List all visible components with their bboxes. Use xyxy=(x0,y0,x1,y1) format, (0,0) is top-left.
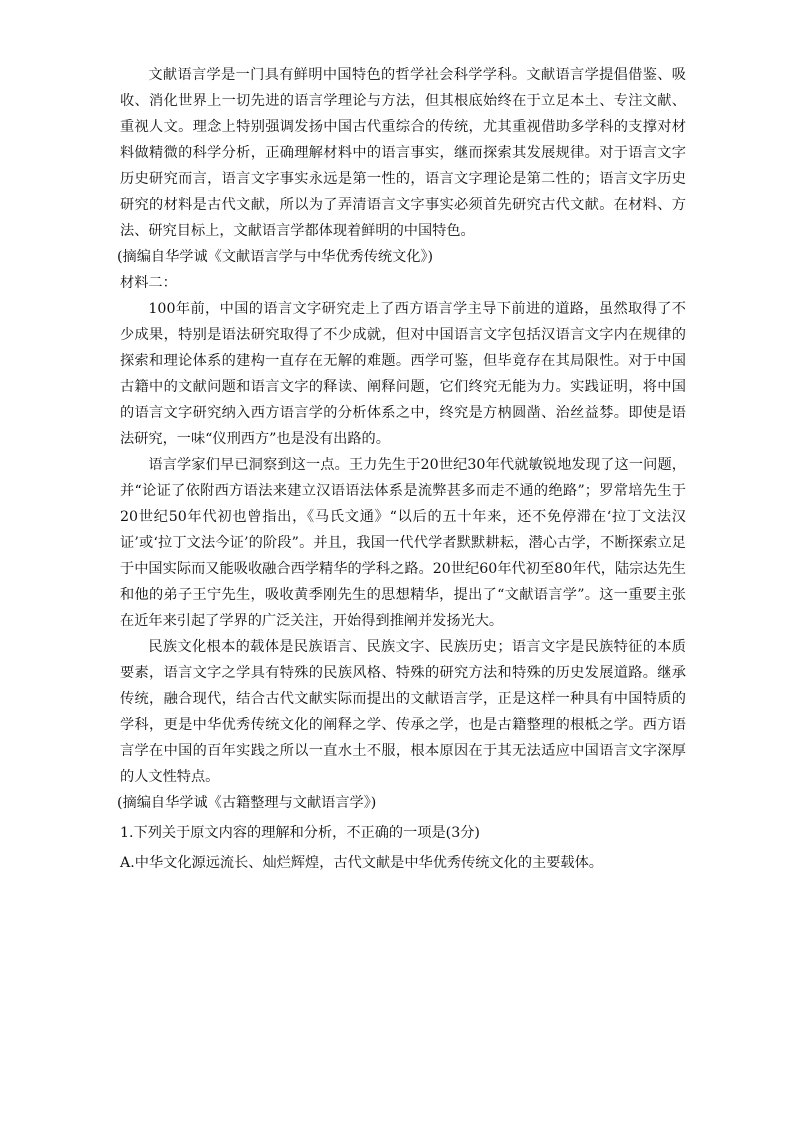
material2-paragraph-2: 语言学家们早已洞察到这一点。王力先生于20世纪30年代就敏锐地发现了这一问题，并“论证了依附西方语法来建立汉语语法体系是流弊甚多而走不通的绝路”；罗常培先生于20世纪50年代初也曾指出，《马氏文通》“以后的五十年来，还不免停滞在‘拉丁文法汉证’或‘拉丁文法今证’的阶段”。并且，我国一代代学者默默耕耘，潜心古学，不断探索立足于中国实际而又能吸收融合西学精华的学科之路。20世纪60年代初至80年代，陆宗达先生和他的弟子王宁先生，吸收黄季刚先生的思想精华，提出了“文献语言学”。这一重要主张在近年来引起了学界的广泛关注，开始得到推阐并发扬光大。 xyxy=(120,457,686,629)
material2-heading: 材料二： xyxy=(120,275,177,291)
material2-paragraph-3: 民族文化根本的载体是民族语言、民族文字、民族历史；语言文字是民族特征的本质要素，语言文字之学具有特殊的民族风格、特殊的研究方法和特殊的历史发展道路。继承传统，融合现代，结合古代文献实际而提出的文献语言学，正是这样一种具有中国特质的学科，更是中华优秀传统文化的阐释之学、传承之学，也是古籍整理的根柢之学。西方语言学在中国的百年实践之所以一直水土不服，根本原因在于其无法适应中国语言文字深厚的人文性特点。 xyxy=(120,639,686,785)
material1-paragraph: 文献语言学是一门具有鲜明中国特色的哲学社会科学学科。文献语言学提倡借鉴、吸收、消化世界上一切先进的语言学理论与方法，但其根底始终在于立足本土、专注文献、重视人文。理念上特别强调发扬中国古代重综合的传统，尤其重视借助多学科的支撑对材料做精微的科学分析，正确理解材料中的语言事实，继而探索其发展规律。对于语言文字历史研究而言，语言文字事实永远是第一性的，语言文字理论是第二性的；语言文字历史研究的材料是古代文献，所以为了弄清语言文字事实必须首先研究古代文献。在材料、方法、研究目标上，文献语言学都体现着鲜明的中国特色。 xyxy=(120,67,686,239)
question-1-option-a: A.中华文化源远流长、灿烂辉煌，古代文献是中华优秀传统文化的主要载体。 xyxy=(120,855,603,871)
question-1-stem: 1.下列关于原文内容的理解和分析，不正确的一项是(3分) xyxy=(120,825,480,841)
material1-source: (摘编自华学诚《文献语言学与中华优秀传统文化》) xyxy=(117,249,434,265)
material2-paragraph-1: 100年前，中国的语言文字研究走上了西方语言学主导下前进的道路，虽然取得了不少成果，特别是语法研究取得了不少成就，但对中国语言文字包括汉语言文字内在规律的探索和理论体系的建构一直存在无解的难题。西学可鉴，但毕竟存在其局限性。对于中国古籍中的文献问题和语言文字的释读、阐释问题，它们终究无能为力。实践证明，将中国的语言文字研究纳入西方语言学的分析体系之中，终究是方枘圆凿、治丝益棼。即使是语法研究，一味“仪刑西方”也是没有出路的。 xyxy=(120,301,686,447)
document-page xyxy=(117,62,686,876)
material2-source: (摘编自华学诚《古籍整理与文献语言学》) xyxy=(117,795,377,811)
